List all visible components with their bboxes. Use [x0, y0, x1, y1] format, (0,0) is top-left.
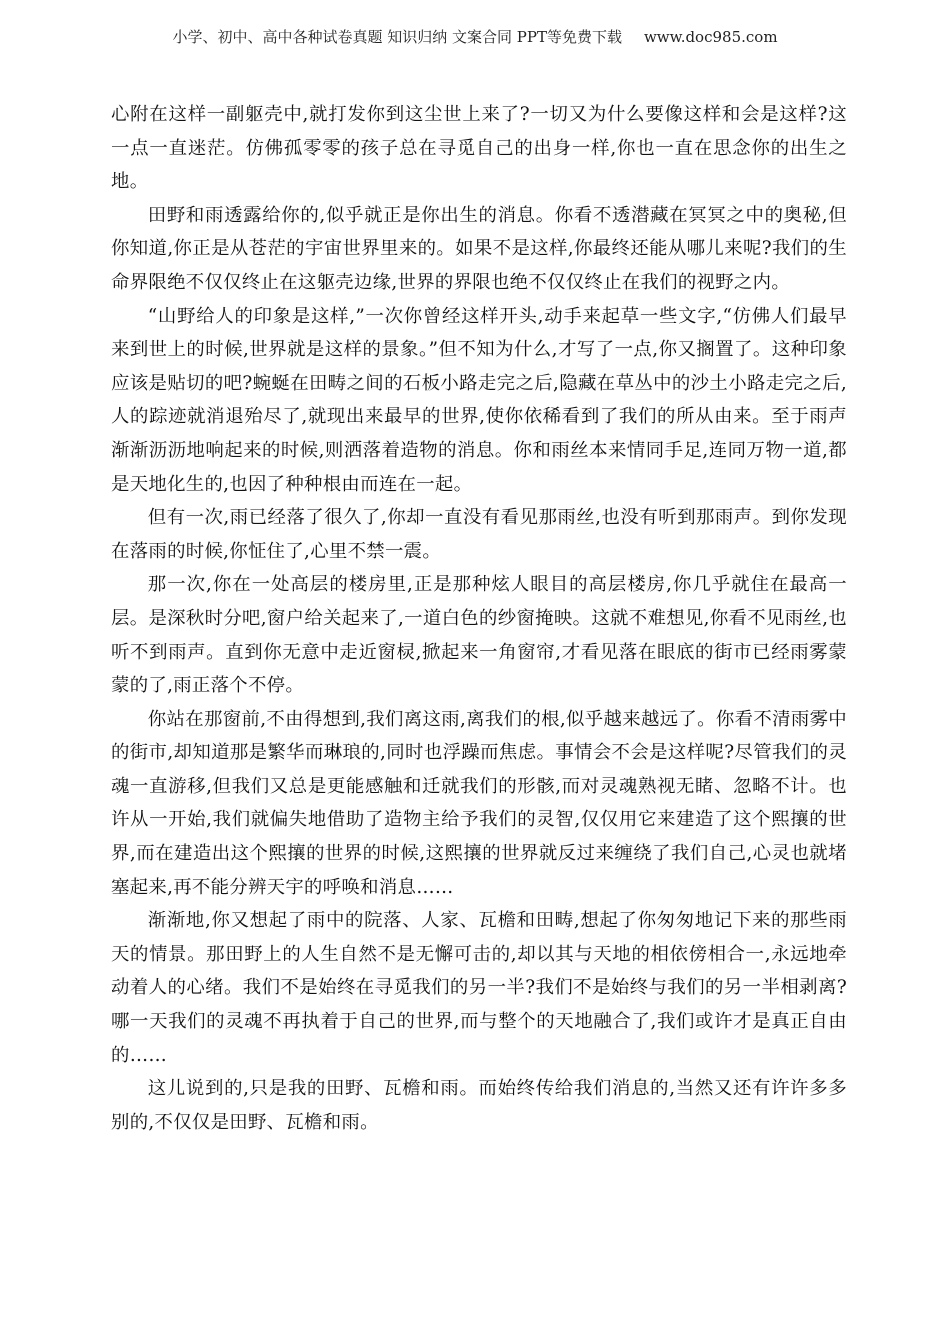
paragraph-7: 渐渐地,你又想起了雨中的院落、人家、瓦檐和田畴,想起了你匆匆地记下来的那些雨天的情景。那田野上的人生自然不是无懈可击的,却以其与天地的相依傍相合一,永远地牵动着人的心绪。我们不是始终在寻觅我们的另一半?我们不是始终与我们的另一半相剥离?哪一天我们的灵魂不再执着于自己的世界,而与整个的天地融合了,我们或许才是真正自由的…… [111, 910, 847, 1066]
paragraph-8: 这儿说到的,只是我的田野、瓦檐和雨。而始终传给我们消息的,当然又还有许许多多别的,不仅仅是田野、瓦檐和雨。 [111, 1078, 847, 1133]
paragraph-4: 但有一次,雨已经落了很久了,你却一直没有看见那雨丝,也没有听到那雨声。到你发现在落雨的时候,你怔住了,心里不禁一震。 [111, 507, 847, 562]
paragraph-5: 那一次,你在一处高层的楼房里,正是那种炫人眼目的高层楼房,你几乎就住在最高一层。是深秋时分吧,窗户给关起来了,一道白色的纱窗掩映。这就不难想见,你看不见雨丝,也听不到雨声。直到你无意中走近窗棂,掀起来一角窗帘,才看见落在眼底的街市已经雨雾蒙蒙的了,雨正落个不停。 [111, 574, 847, 697]
paragraph-1: 心附在这样一副躯壳中,就打发你到这尘世上来了?一切又为什么要像这样和会是这样?这一点一直迷茫。仿佛孤零零的孩子总在寻觅自己的出身一样,你也一直在思念你的出生之地。 [111, 104, 847, 193]
page-header [0, 26, 950, 47]
header-url[interactable]: www.doc985.com [643, 28, 778, 46]
header-site-description: 小学、初中、高中各种试卷真题 知识归纳 文案合同 PPT等免费下载 [172, 28, 622, 46]
paragraph-6: 你站在那窗前,不由得想到,我们离这雨,离我们的根,似乎越来越远了。你看不清雨雾中的街市,却知道那是繁华而琳琅的,同时也浮躁而焦虑。事情会不会是这样呢?尽管我们的灵魂一直游移,但我们又总是更能感触和迁就我们的形骸,而对灵魂熟视无睹、忽略不计。也许从一开始,我们就偏失地借助了造物主给予我们的灵智,仅仅用它来建造了这个熙攘的世界,而在建造出这个熙攘的世界的时候,这熙攘的世界就反过来缠绕了我们自己,心灵也就堵塞起来,再不能分辨天宇的呼唤和消息…… [111, 708, 847, 898]
paragraph-3: “山野给人的印象是这样,”一次你曾经这样开头,动手来起草一些文字,“仿佛人们最早来到世上的时候,世界就是这样的景象。”但不知为什么,才写了一点,你又搁置了。这种印象应该是贴切的吧?蜿蜒在田畴之间的石板小路走完之后,隐藏在草丛中的沙土小路走完之后,人的踪迹就消退殆尽了,就现出来最早的世界,使你依稀看到了我们的所从由来。至于雨声渐渐沥沥地响起来的时候,则洒落着造物的消息。你和雨丝本来情同手足,连同万物一道,都是天地化生的,也因了种种根由而连在一起。 [111, 305, 847, 495]
paragraph-2: 田野和雨透露给你的,似乎就正是你出生的消息。你看不透潜藏在冥冥之中的奥秘,但你知道,你正是从苍茫的宇宙世界里来的。如果不是这样,你最终还能从哪儿来呢?我们的生命界限绝不仅仅终止在这躯壳边缘,世界的界限也绝不仅仅终止在我们的视野之内。 [111, 204, 847, 293]
article-body [111, 98, 847, 1139]
